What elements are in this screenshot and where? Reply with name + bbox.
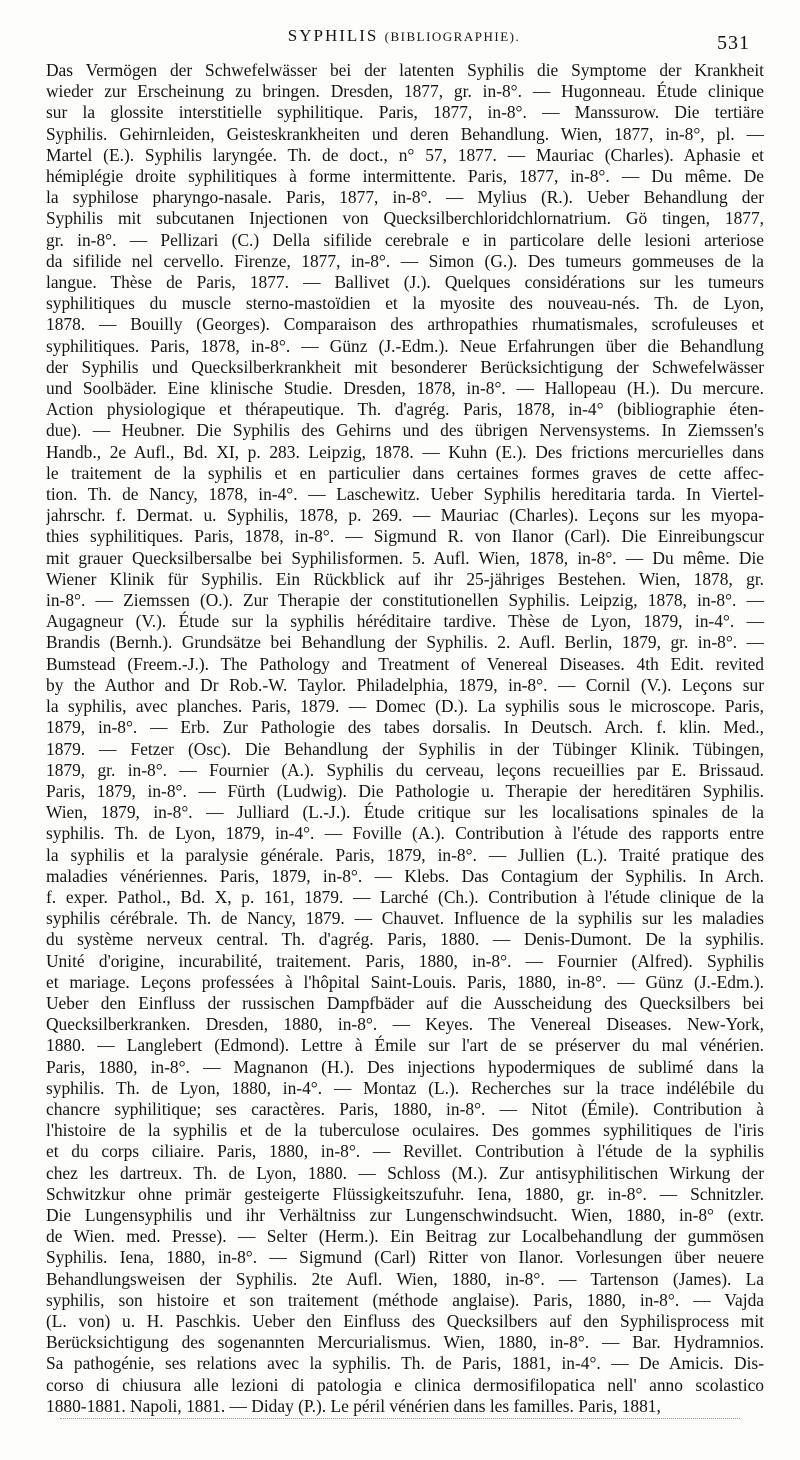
text-line: Martel (E.). Syphilis laryngée. Th. de doct., n° 57, 1877. — Mauriac (Charles). Aphasie et	[46, 144, 764, 165]
text-line: da sifilide nel cervello. Firenze, 1877, in-8°. — Simon (G.). Des tumeurs gommeuses de la	[46, 250, 764, 271]
text-line: l'histoire de la syphilis et de la tuberculose oculaires. Des gommes syphilitiques de l'iris	[46, 1120, 764, 1141]
text-line: Action physiologique et thérapeutique. Th. d'agrég. Paris, 1878, in-4° (bibliographie éten-	[46, 399, 764, 420]
text-line: der Syphilis und Quecksilberkrankheit mit besonderer Berücksichtigung der Schwefelwässer	[46, 356, 764, 377]
text-line: la syphilose pharyngo-nasale. Paris, 1877, in-8°. — Mylius (R.). Ueber Behandlung der	[46, 187, 764, 208]
text-line: le traitement de la syphilis et en particulier dans certaines formes graves de cette affec-	[46, 462, 764, 483]
text-line: du système nerveux central. Th. d'agrég. Paris, 1880. — Denis-Dumont. De la syphilis.	[46, 929, 764, 950]
running-header	[58, 24, 750, 54]
title-main: SYPHILIS	[287, 26, 379, 45]
footer-rule	[60, 1418, 740, 1419]
text-line: Ueber den Einfluss der russischen Dampfbäder auf die Ausscheidung des Quecksilbers bei	[46, 992, 764, 1013]
text-line: Wiener Klinik für Syphilis. Ein Rückblick auf ihr 25-jähriges Bestehen. Wien, 1878, gr.	[46, 568, 764, 589]
text-line: 1880. — Langlebert (Edmond). Lettre à Émile sur l'art de se préserver du mal vénérien.	[46, 1035, 764, 1056]
text-line: Berücksichtigung des sogenannten Mercurialismus. Wien, 1880, in-8°. — Bar. Hydramnios.	[46, 1332, 764, 1353]
text-line: 1880-1881. Napoli, 1881. — Diday (P.). Le péril vénérien dans les familles. Paris, 1881,	[46, 1395, 661, 1416]
text-line: chancre syphilitique; ses caractères. Paris, 1880, in-8°. — Nitot (Émile). Contribution à	[46, 1098, 764, 1119]
text-line: langue. Thèse de Paris, 1877. — Ballivet (J.). Quelques considérations sur les tumeurs	[46, 272, 764, 293]
text-line: tion. Th. de Nancy, 1878, in-4°. — Laschewitz. Ueber Syphilis hereditaria tarda. In Viertel-	[46, 484, 764, 505]
text-line: 1879, in-8°. — Erb. Zur Pathologie des tabes dorsalis. In Deutsch. Arch. f. klin. Med.,	[46, 717, 764, 738]
text-line: Wien, 1879, in-8°. — Julliard (L.-J.). Étude critique sur les localisations spinales de la	[46, 802, 764, 823]
text-line: chez les dartreux. Th. de Lyon, 1880. — Schloss (M.). Zur antisyphilitischen Wirkung der	[46, 1162, 764, 1183]
text-line: et mariage. Leçons professées à l'hôpital Saint-Louis. Paris, 1880, in-8°. — Günz (J.-Edm.).	[46, 971, 764, 992]
text-line: Brandis (Bernh.). Grundsätze bei Behandlung der Syphilis. 2. Aufl. Berlin, 1879, gr. in-8°. —	[46, 632, 764, 653]
text-line: hémiplégie droite syphilitiques à forme intermittente. Paris, 1877, in-8°. — Du même. De	[46, 166, 764, 187]
text-line: (L. von) u. H. Paschkis. Ueber den Einfluss des Quecksilbers auf den Syphilisprocess mit	[46, 1310, 764, 1331]
text-line: by the Author and Dr Rob.-W. Taylor. Philadelphia, 1879, in-8°. — Cornil (V.). Leçons sur	[46, 674, 764, 695]
text-line: syphilis. Th. de Lyon, 1879, in-4°. — Foville (A.). Contribution à l'étude des rapports entre	[46, 823, 764, 844]
text-line: Handb., 2e Aufl., Bd. XI, p. 283. Leipzig, 1878. — Kuhn (E.). Des frictions mercurielles dans	[46, 441, 764, 462]
text-line: 1879. — Fetzer (Osc). Die Behandlung der Syphilis in der Tübinger Klinik. Tübingen,	[46, 738, 764, 759]
text-line: Das Vermögen der Schwefelwässer bei der latenten Syphilis die Symptome der Krankheit	[46, 60, 764, 80]
bibliography-text	[46, 60, 764, 1417]
text-line: et du corps ciliaire. Paris, 1880, in-8°. — Revillet. Contribution à l'étude de la syphilis	[46, 1141, 764, 1162]
text-line: Die Lungensyphilis und ihr Verhältniss zur Lungenschwindsucht. Wien, 1880, in-8° (extr.	[46, 1204, 764, 1225]
text-line: corso di chiusura alle lezioni di patologia e clinica dermosifilopatica nell' anno scolastico	[46, 1374, 764, 1395]
text-line: 1879, gr. in-8°. — Fournier (A.). Syphilis du cerveau, leçons recueillies par E. Brissaud.	[46, 759, 764, 780]
text-line: Quecksilberkranken. Dresden, 1880, in-8°. — Keyes. The Venereal Diseases. New-York,	[46, 1014, 764, 1035]
text-line: syphilis cérébrale. Th. de Nancy, 1879. — Chauvet. Influence de la syphilis sur les maladies	[46, 908, 764, 929]
text-line: f. exper. Pathol., Bd. X, p. 161, 1879. — Larché (Ch.). Contribution à l'étude clinique de la	[46, 886, 764, 907]
text-line: la syphilis et la paralysie générale. Paris, 1879, in-8°. — Jullien (L.). Traité pratique des	[46, 844, 764, 865]
text-line: Paris, 1879, in-8°. — Fürth (Ludwig). Die Pathologie u. Therapie der hereditären Syphilis.	[46, 780, 764, 801]
text-line: syphilitiques. Paris, 1878, in-8°. — Günz (J.-Edm.). Neue Erfahrungen über die Behandlung	[46, 335, 764, 356]
text-line: Paris, 1880, in-8°. — Magnanon (H.). Des injections hypodermiques de sublimé dans la	[46, 1056, 764, 1077]
text-line: Schwitzkur ohne primär gesteigerte Flüssigkeitszufuhr. Iena, 1880, gr. in-8°. — Schnitzler.	[46, 1183, 764, 1204]
text-line: 1878. — Bouilly (Georges). Comparaison des arthropathies rhumatismales, scrofuleuses et	[46, 314, 764, 335]
text-line: und Soolbäder. Eine klinische Studie. Dresden, 1878, in-8°. — Hallopeau (H.). Du mercure.	[46, 378, 764, 399]
text-line: Unité d'origine, incurabilité, traitement. Paris, 1880, in-8°. — Fournier (Alfred). Syphilis	[46, 950, 764, 971]
text-line: jahrschr. f. Dermat. u. Syphilis, 1878, p. 269. — Mauriac (Charles). Leçons sur les myopa-	[46, 505, 764, 526]
text-line: de Wien. med. Presse). — Selter (Herm.). Ein Beitrag zur Localbehandlung der gummösen	[46, 1226, 764, 1247]
text-line: mit grauer Quecksilbersalbe bei Syphilisformen. 5. Aufl. Wien, 1878, in-8°. — Du même. Die	[46, 547, 764, 568]
text-line: in-8°. — Ziemssen (O.). Zur Therapie der constitutionellen Syphilis. Leipzig, 1878, in-8°. —	[46, 590, 764, 611]
text-line: thies syphilitiques. Paris, 1878, in-8°. — Sigmund R. von Ilanor (Carl). Die Einreibungscur	[46, 526, 764, 547]
text-line: wieder zur Erscheinung zu bringen. Dresden, 1877, gr. in-8°. — Hugonneau. Étude clinique	[46, 81, 764, 102]
text-line: maladies vénériennes. Paris, 1879, in-8°. — Klebs. Das Contagium der Syphilis. In Arch.	[46, 865, 764, 886]
text-line: Bumstead (Freem.-J.). The Pathology and Treatment of Venereal Diseases. 4th Edit. revited	[46, 653, 764, 674]
text-line: syphilis, son histoire et son traitement (méthode anglaise). Paris, 1880, in-8°. — Vajda	[46, 1289, 764, 1310]
text-line: gr. in-8°. — Pellizari (C.) Della sifilide cerebrale e in particolare delle lesioni arteriose	[46, 229, 764, 250]
running-title	[58, 26, 750, 46]
title-sub: (BIBLIOGRAPHIE).	[384, 29, 521, 44]
text-line: Sa pathogénie, ses relations avec la syphilis. Th. de Paris, 1881, in-4°. — De Amicis. Dis-	[46, 1353, 764, 1374]
text-line: syphilis. Th. de Lyon, 1880, in-4°. — Montaz (L.). Recherches sur la trace indélébile du	[46, 1077, 764, 1098]
text-line: due). — Heubner. Die Syphilis des Gehirns und des übrigen Nervensystems. In Ziemssen's	[46, 420, 764, 441]
text-line: syphilitiques du muscle sterno-mastoïdien et la myosite des nouveau-nés. Th. de Lyon,	[46, 293, 764, 314]
text-line: Augagneur (V.). Étude sur la syphilis héréditaire tardive. Thèse de Lyon, 1879, in-4°. —	[46, 611, 764, 632]
text-line: Syphilis. Gehirnleiden, Geisteskrankheiten und deren Behandlung. Wien, 1877, in-8°, pl. —	[46, 123, 764, 144]
text-line: sur la glossite interstitielle syphilitique. Paris, 1877, in-8°. — Manssurow. Die tertiäre	[46, 102, 764, 123]
text-line: Syphilis. Iena, 1880, in-8°. — Sigmund (Carl) Ritter von Ilanor. Vorlesungen über neuere	[46, 1247, 764, 1268]
text-line: la syphilis, avec planches. Paris, 1879. — Domec (D.). La syphilis sous le microscope. Paris,	[46, 696, 764, 717]
text-line: Behandlungsweisen der Syphilis. 2te Aufl. Wien, 1880, in-8°. — Tartenson (James). La	[46, 1268, 764, 1289]
text-line: Syphilis mit subcutanen Injectionen von Quecksilberchloridchlornatrium. Gö tingen, 1877,	[46, 208, 764, 229]
page-number: 531	[717, 32, 750, 54]
